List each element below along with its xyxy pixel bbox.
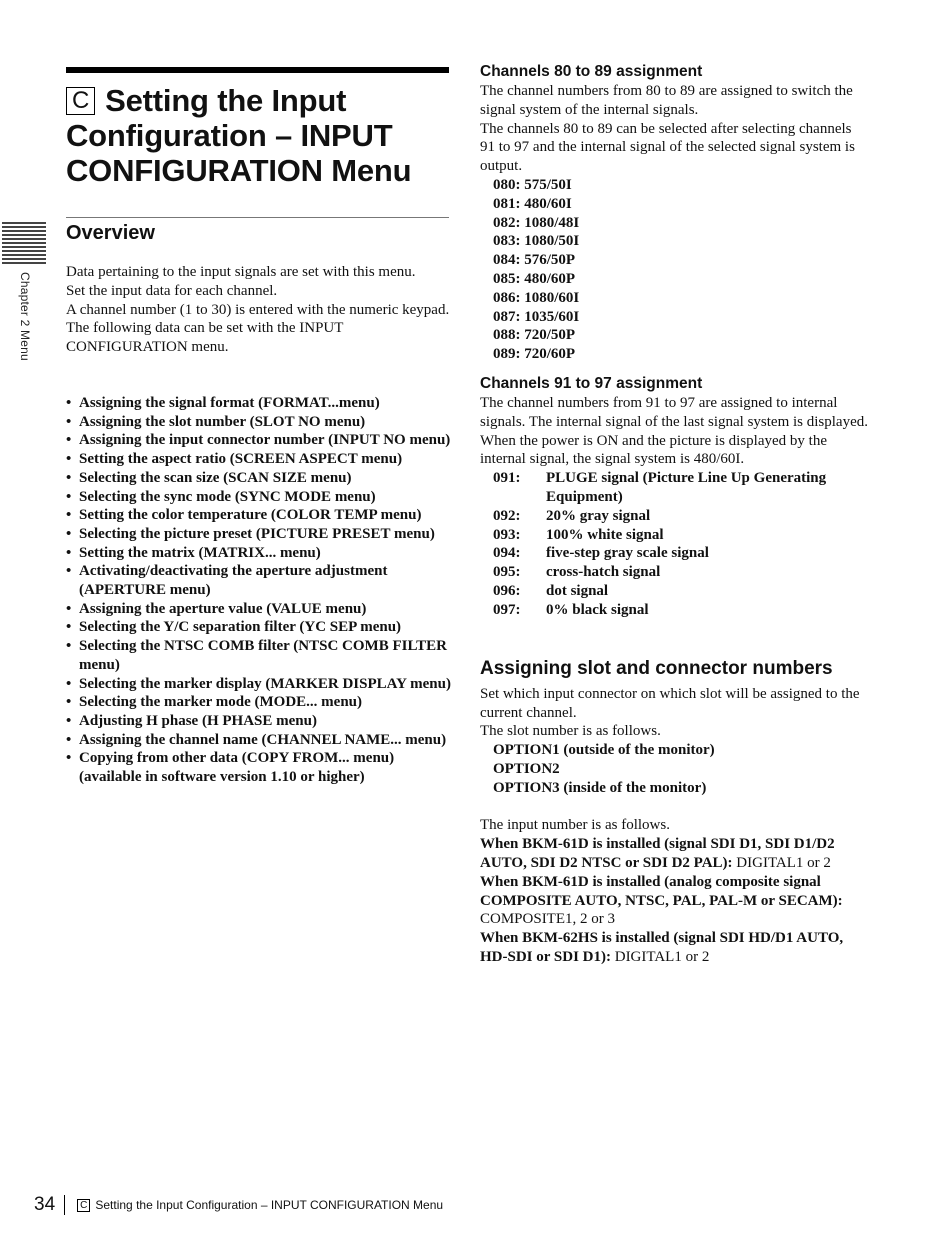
list-item: • Selecting the scan size (SCAN SIZE menu) — [66, 469, 451, 488]
channel-signal: 20% gray signal — [546, 507, 651, 524]
paragraph: The channel numbers from 80 to 89 are assigned to switch the signal system of the internal signals. — [480, 83, 853, 118]
list-item: • Adjusting H phase (H PHASE menu) — [66, 712, 451, 731]
paragraph: Set which input connector on which slot will be assigned to the current channel. — [480, 685, 860, 721]
list-item — [480, 526, 870, 545]
overview-heading: Overview — [66, 222, 155, 244]
intro-line: A channel number (1 to 30) is entered with the numeric keypad. — [66, 301, 450, 318]
input-case — [480, 929, 870, 967]
list-item: • Activating/deactivating the aperture adjustment (APERTURE menu) — [66, 562, 451, 599]
footer-badge: C — [77, 1199, 90, 1212]
list-item: • Selecting the picture preset (PICTURE PRESET menu) — [66, 525, 451, 544]
list-item — [480, 582, 870, 601]
list-item — [480, 544, 870, 563]
channel-code: 097: — [493, 601, 521, 618]
list-item: 082: 1080/48I — [493, 214, 580, 231]
list-item: • Setting the matrix (MATRIX... menu) — [66, 544, 451, 563]
footer-divider — [64, 1195, 65, 1215]
paragraph: The channels 80 to 89 can be selected after selecting channels 91 to 97 and the internal signal of the selected signal system is output. — [480, 120, 855, 175]
list-item: 087: 1035/60I — [493, 308, 580, 325]
list-item: • Assigning the signal format (FORMAT...menu) — [66, 394, 451, 413]
section-title-block — [66, 67, 449, 188]
list-item: • Assigning the channel name (CHANNEL NAME... menu) — [66, 731, 451, 750]
list-item: • Selecting the sync mode (SYNC MODE menu) — [66, 488, 451, 507]
intro-line: Data pertaining to the input signals are set with this menu. — [66, 264, 416, 280]
paragraph: The input number is as follows. — [480, 817, 670, 834]
page-title-text: Setting the Input Configuration – INPUT CONFIGURATION Menu — [66, 83, 412, 188]
list-item: • Assigning the aperture value (VALUE menu) — [66, 600, 451, 619]
footer-title: Setting the Input Configuration – INPUT CONFIGURATION Menu — [95, 1198, 444, 1212]
list-item — [480, 469, 870, 507]
list-item — [480, 507, 870, 526]
channel-signal: 100% white signal — [546, 526, 664, 543]
list-item: 085: 480/60P — [493, 270, 576, 287]
list-item: • Selecting the NTSC COMB filter (NTSC COMB FILTER menu) — [66, 637, 451, 674]
channels-91-section — [480, 374, 870, 620]
channels-80-list — [480, 176, 870, 364]
chapter-tab-label: Chapter 2 Menu — [18, 272, 32, 361]
list-item: • Assigning the input connector number (INPUT NO menu) — [66, 431, 451, 450]
slot-section — [480, 660, 870, 967]
slot-option: OPTION3 (inside of the monitor) — [493, 779, 707, 796]
list-item: 089: 720/60P — [493, 346, 576, 363]
list-item: • Setting the color temperature (COLOR TEMP menu) — [66, 506, 451, 525]
page-footer — [34, 1194, 443, 1216]
paragraph: The channel numbers from 91 to 97 are assigned to internal signals. The internal signal of the last signal system is displayed. When the power is ON and the picture is displayed by the internal signal, the signal system is 480/60I. — [480, 395, 869, 468]
input-case-value: DIGITAL1 or 2 — [610, 948, 710, 965]
channels-91-heading: Channels 91 to 97 assignment — [480, 375, 703, 392]
channel-code: 095: — [493, 564, 521, 581]
page-title — [66, 83, 449, 188]
input-case-value: DIGITAL1 or 2 — [732, 854, 831, 871]
paragraph: The slot number is as follows. — [480, 723, 661, 740]
list-item: • Selecting the marker display (MARKER DISPLAY menu) — [66, 675, 451, 694]
channel-signal: dot signal — [546, 582, 609, 599]
input-case-condition: When BKM-62HS is installed (signal SDI HD/D1 AUTO, HD-SDI or SDI D1): — [480, 930, 844, 965]
overview-intro — [66, 263, 451, 357]
intro-line: The following data can be set with the INPUT CONFIGURATION menu. — [66, 320, 344, 356]
input-case — [480, 835, 870, 873]
list-item: • Copying from other data (COPY FROM... menu) (available in software version 1.10 or higher) — [66, 749, 451, 786]
channel-code: 092: — [493, 507, 521, 524]
channels-80-section — [480, 62, 870, 364]
settings-list — [66, 394, 451, 787]
page-number: 34 — [34, 1194, 56, 1215]
list-item: 088: 720/50P — [493, 327, 576, 344]
channel-signal: PLUGE signal (Picture Line Up Generating Equipment) — [546, 470, 827, 505]
chapter-tab — [2, 222, 46, 266]
slot-option: OPTION1 (outside of the monitor) — [493, 742, 715, 759]
slot-heading: Assigning slot and connector numbers — [480, 658, 833, 679]
list-item: • Setting the aspect ratio (SCREEN ASPECT menu) — [66, 450, 451, 469]
intro-line: Set the input data for each channel. — [66, 282, 278, 299]
channel-code: 093: — [493, 526, 521, 543]
slot-option: OPTION2 — [493, 760, 560, 777]
overview-rule — [66, 217, 449, 218]
section-badge: C — [66, 87, 95, 115]
list-item: • Selecting the marker mode (MODE... menu) — [66, 693, 451, 712]
channel-code: 091: — [493, 470, 521, 487]
channel-code: 096: — [493, 582, 521, 599]
list-item — [480, 563, 870, 582]
channel-code: 094: — [493, 545, 521, 562]
input-case-condition: When BKM-61D is installed (signal SDI D1, SDI D1/D2 AUTO, SDI D2 NTSC or SDI D2 PAL): — [480, 836, 835, 871]
list-item: • Selecting the Y/C separation filter (YC SEP menu) — [66, 618, 451, 637]
channels-80-heading: Channels 80 to 89 assignment — [480, 63, 703, 80]
list-item: 081: 480/60I — [493, 195, 572, 212]
input-case-condition: When BKM-61D is installed (analog composite signal COMPOSITE AUTO, NTSC, PAL, PAL-M or SECAM): — [480, 873, 843, 909]
channel-signal: 0% black signal — [546, 601, 649, 618]
list-item: 080: 575/50I — [493, 176, 572, 193]
list-item: • Assigning the slot number (SLOT NO menu) — [66, 413, 451, 432]
channel-signal: cross-hatch signal — [546, 564, 661, 581]
list-item: 084: 576/50P — [493, 252, 576, 269]
channels-91-list — [480, 469, 870, 619]
input-case-value: COMPOSITE1, 2 or 3 — [480, 911, 616, 928]
list-item: 086: 1080/60I — [493, 289, 580, 306]
list-item: 083: 1080/50I — [493, 233, 580, 250]
input-case — [480, 873, 870, 929]
list-item — [480, 601, 870, 620]
chapter-tab-stripes — [2, 222, 46, 266]
channel-signal: five-step gray scale signal — [546, 545, 709, 562]
title-rule — [66, 67, 449, 73]
